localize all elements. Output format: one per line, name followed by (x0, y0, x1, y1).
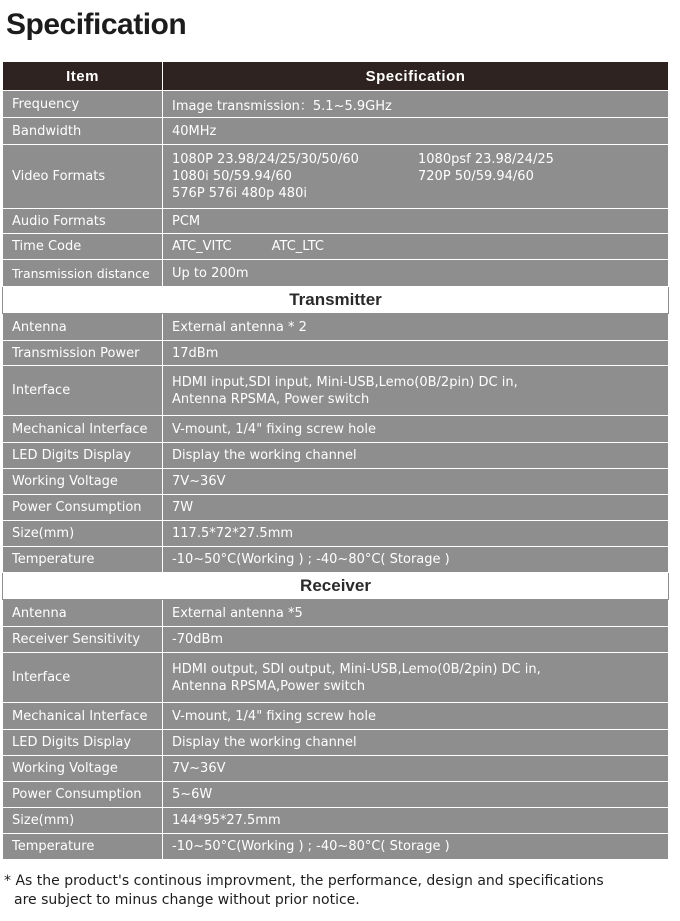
table-row (3, 416, 669, 443)
video-format-line: 1080psf 23.98/24/25 (418, 152, 554, 167)
header-item: Item (3, 62, 163, 91)
row-label: Frequency (3, 91, 163, 118)
table-row (3, 834, 669, 860)
row-label: Temperature (3, 547, 163, 573)
row-label: Temperature (3, 834, 163, 860)
row-label: Transmission Power (3, 341, 163, 366)
page-title: Specification (6, 8, 187, 41)
row-label: Mechanical Interface (3, 703, 163, 730)
row-label: Bandwidth (3, 118, 163, 145)
table-row (3, 627, 669, 653)
row-label: Time Code (3, 234, 163, 260)
footnote-line: * As the product's continous improvment, the performance, design and specifications (4, 873, 604, 889)
specification-table (2, 61, 669, 860)
row-value: 7W (163, 495, 669, 521)
row-label: Mechanical Interface (3, 416, 163, 443)
row-value: External antenna * 2 (163, 314, 669, 341)
table-row (3, 808, 669, 834)
table-row (3, 469, 669, 495)
row-label: LED Digits Display (3, 443, 163, 469)
footnote (4, 872, 604, 910)
row-value: V-mount, 1/4" fixing screw hole (163, 416, 669, 443)
row-value: 144*95*27.5mm (163, 808, 669, 834)
section-header-transmitter (3, 287, 669, 314)
table-row (3, 260, 669, 287)
section-title: Transmitter (3, 287, 669, 314)
table-row (3, 91, 669, 118)
row-value: External antenna *5 (163, 600, 669, 627)
section-title: Receiver (3, 573, 669, 600)
row-label: Power Consumption (3, 782, 163, 808)
row-label: Size(mm) (3, 808, 163, 834)
table-row (3, 443, 669, 469)
row-label: LED Digits Display (3, 730, 163, 756)
table-row (3, 495, 669, 521)
row-value: -10~50°C(Working ) ; -40~80°C( Storage ) (163, 834, 669, 860)
row-value: 117.5*72*27.5mm (163, 521, 669, 547)
row-value (163, 234, 669, 260)
table-row (3, 314, 669, 341)
row-value: 40MHz (163, 118, 669, 145)
interface-line: HDMI output, SDI output, Mini-USB,Lemo(0B/2pin) DC in, (172, 661, 541, 677)
footnote-line: are subject to minus change without prior notice. (14, 892, 360, 908)
table-row (3, 341, 669, 366)
row-label: Size(mm) (3, 521, 163, 547)
table-row (3, 209, 669, 234)
table-row (3, 730, 669, 756)
row-label: Working Voltage (3, 756, 163, 782)
row-value (163, 145, 669, 209)
video-format-line: 1080P 23.98/24/25/30/50/60 (172, 152, 359, 167)
row-label: Working Voltage (3, 469, 163, 495)
row-value: 5~6W (163, 782, 669, 808)
row-value (163, 653, 669, 703)
table-row (3, 547, 669, 573)
row-value: -70dBm (163, 627, 669, 653)
table-row (3, 653, 669, 703)
table-row (3, 782, 669, 808)
row-label: Antenna (3, 314, 163, 341)
row-value: Image transmission：5.1~5.9GHz (163, 91, 669, 118)
table-row (3, 756, 669, 782)
section-header-receiver (3, 573, 669, 600)
time-code-value: ATC_VITC (172, 239, 232, 254)
video-format-line: 1080i 50/59.94/60 (172, 169, 292, 184)
row-label: Interface (3, 366, 163, 416)
row-label: Antenna (3, 600, 163, 627)
row-value: Display the working channel (163, 730, 669, 756)
interface-line: Antenna RPSMA, Power switch (172, 391, 370, 407)
table-row (3, 234, 669, 260)
row-label: Audio Formats (3, 209, 163, 234)
row-value: 7V~36V (163, 469, 669, 495)
row-label: Transmission distance (3, 260, 163, 287)
row-value: PCM (163, 209, 669, 234)
table-row-video-formats (3, 145, 669, 209)
table-row (3, 521, 669, 547)
row-value: Display the working channel (163, 443, 669, 469)
row-label: Power Consumption (3, 495, 163, 521)
interface-line: HDMI input,SDI input, Mini-USB,Lemo(0B/2pin) DC in, (172, 374, 518, 390)
header-specification: Specification (163, 62, 669, 91)
table-row (3, 366, 669, 416)
row-label: Receiver Sensitivity (3, 627, 163, 653)
row-value: 7V~36V (163, 756, 669, 782)
row-value: Up to 200m (163, 260, 669, 287)
row-value: 17dBm (163, 341, 669, 366)
video-format-line: 576P 576i 480p 480i (172, 186, 307, 201)
table-row (3, 118, 669, 145)
interface-line: Antenna RPSMA,Power switch (172, 678, 366, 694)
time-code-value: ATC_LTC (271, 239, 324, 254)
row-value (163, 366, 669, 416)
row-value: -10~50°C(Working ) ; -40~80°C( Storage ) (163, 547, 669, 573)
video-format-line: 720P 50/59.94/60 (418, 169, 534, 184)
table-row (3, 600, 669, 627)
row-label: Video Formats (3, 145, 163, 209)
row-value: V-mount, 1/4" fixing screw hole (163, 703, 669, 730)
table-header-row (3, 62, 669, 91)
table-row (3, 703, 669, 730)
row-label: Interface (3, 653, 163, 703)
